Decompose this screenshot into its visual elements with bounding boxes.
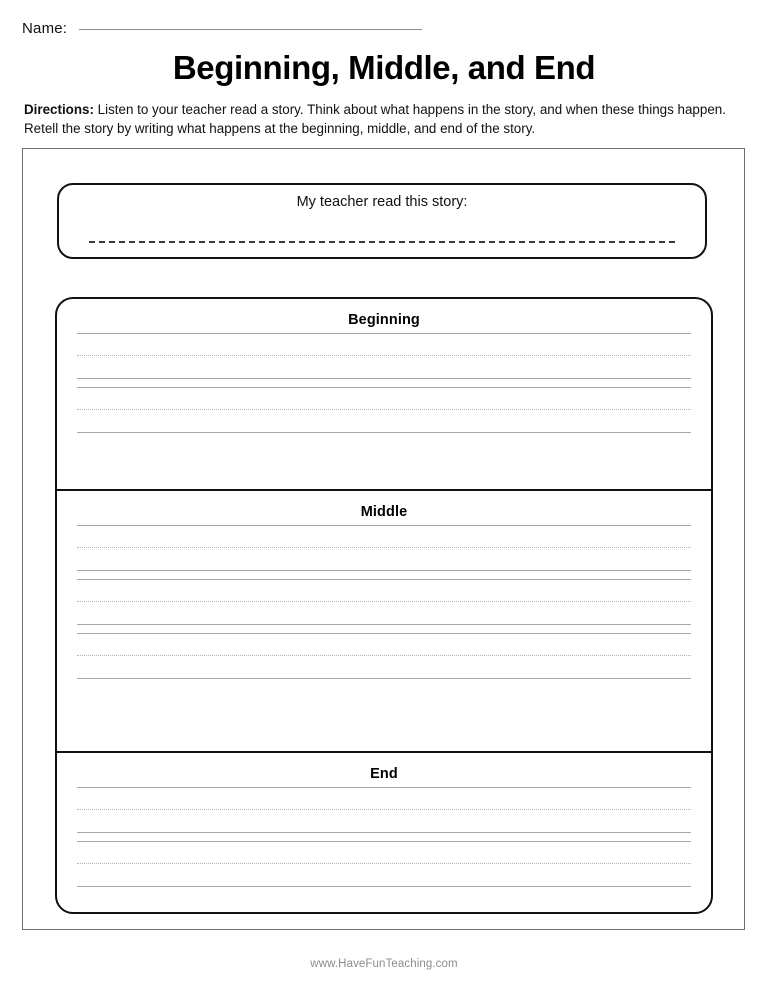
rule-solid-top bbox=[77, 579, 691, 580]
rule-solid-top bbox=[77, 525, 691, 526]
rule-dotted-mid bbox=[77, 601, 691, 602]
rule-dotted-mid bbox=[77, 863, 691, 864]
section-beginning[interactable] bbox=[57, 299, 711, 489]
rule-solid-top bbox=[77, 633, 691, 634]
rule-solid-top bbox=[77, 333, 691, 334]
directions bbox=[24, 100, 736, 139]
section-end[interactable] bbox=[57, 751, 711, 912]
rule-solid-top bbox=[77, 387, 691, 388]
rule-group[interactable] bbox=[77, 787, 691, 833]
rule-solid-bottom bbox=[77, 624, 691, 625]
rule-dotted-mid bbox=[77, 409, 691, 410]
rule-dotted-mid bbox=[77, 809, 691, 810]
writing-lines-end[interactable] bbox=[57, 787, 711, 887]
rule-solid-bottom bbox=[77, 570, 691, 571]
name-input-line[interactable] bbox=[79, 29, 422, 30]
directions-label: Directions: bbox=[24, 102, 94, 117]
section-title-middle: Middle bbox=[360, 504, 408, 520]
section-title-end: End bbox=[370, 766, 398, 782]
rule-solid-top bbox=[77, 841, 691, 842]
rule-dotted-mid bbox=[77, 655, 691, 656]
story-title-input-line[interactable] bbox=[89, 241, 675, 243]
rule-solid-bottom bbox=[77, 832, 691, 833]
section-title-beginning: Beginning bbox=[348, 312, 420, 328]
rule-solid-bottom bbox=[77, 432, 691, 433]
rule-solid-bottom bbox=[77, 378, 691, 379]
page-title: Beginning, Middle, and End bbox=[172, 49, 596, 86]
rule-dotted-mid bbox=[77, 355, 691, 356]
name-row bbox=[22, 20, 422, 42]
footer-url: www.HaveFunTeaching.com bbox=[310, 958, 458, 970]
rule-group[interactable] bbox=[77, 633, 691, 679]
rule-solid-bottom bbox=[77, 886, 691, 887]
rule-group[interactable] bbox=[77, 525, 691, 571]
name-label: Name: bbox=[22, 20, 68, 37]
section-middle[interactable] bbox=[57, 489, 711, 751]
rule-group[interactable] bbox=[77, 579, 691, 625]
rule-group[interactable] bbox=[77, 841, 691, 887]
writing-lines-beginning[interactable] bbox=[57, 333, 711, 433]
story-box-label: My teacher read this story: bbox=[296, 194, 468, 210]
directions-text: Listen to your teacher read a story. Think about what happens in the story, and when these things happen. Retell the story by writing what happens at the beginning, middle, and end of the story. bbox=[24, 102, 726, 137]
rule-solid-bottom bbox=[77, 678, 691, 679]
writing-lines-middle[interactable] bbox=[57, 525, 711, 679]
rule-dotted-mid bbox=[77, 547, 691, 548]
sections-container bbox=[55, 297, 713, 914]
rule-solid-top bbox=[77, 787, 691, 788]
story-title-box[interactable] bbox=[57, 183, 707, 259]
rule-group[interactable] bbox=[77, 333, 691, 379]
rule-group[interactable] bbox=[77, 387, 691, 433]
